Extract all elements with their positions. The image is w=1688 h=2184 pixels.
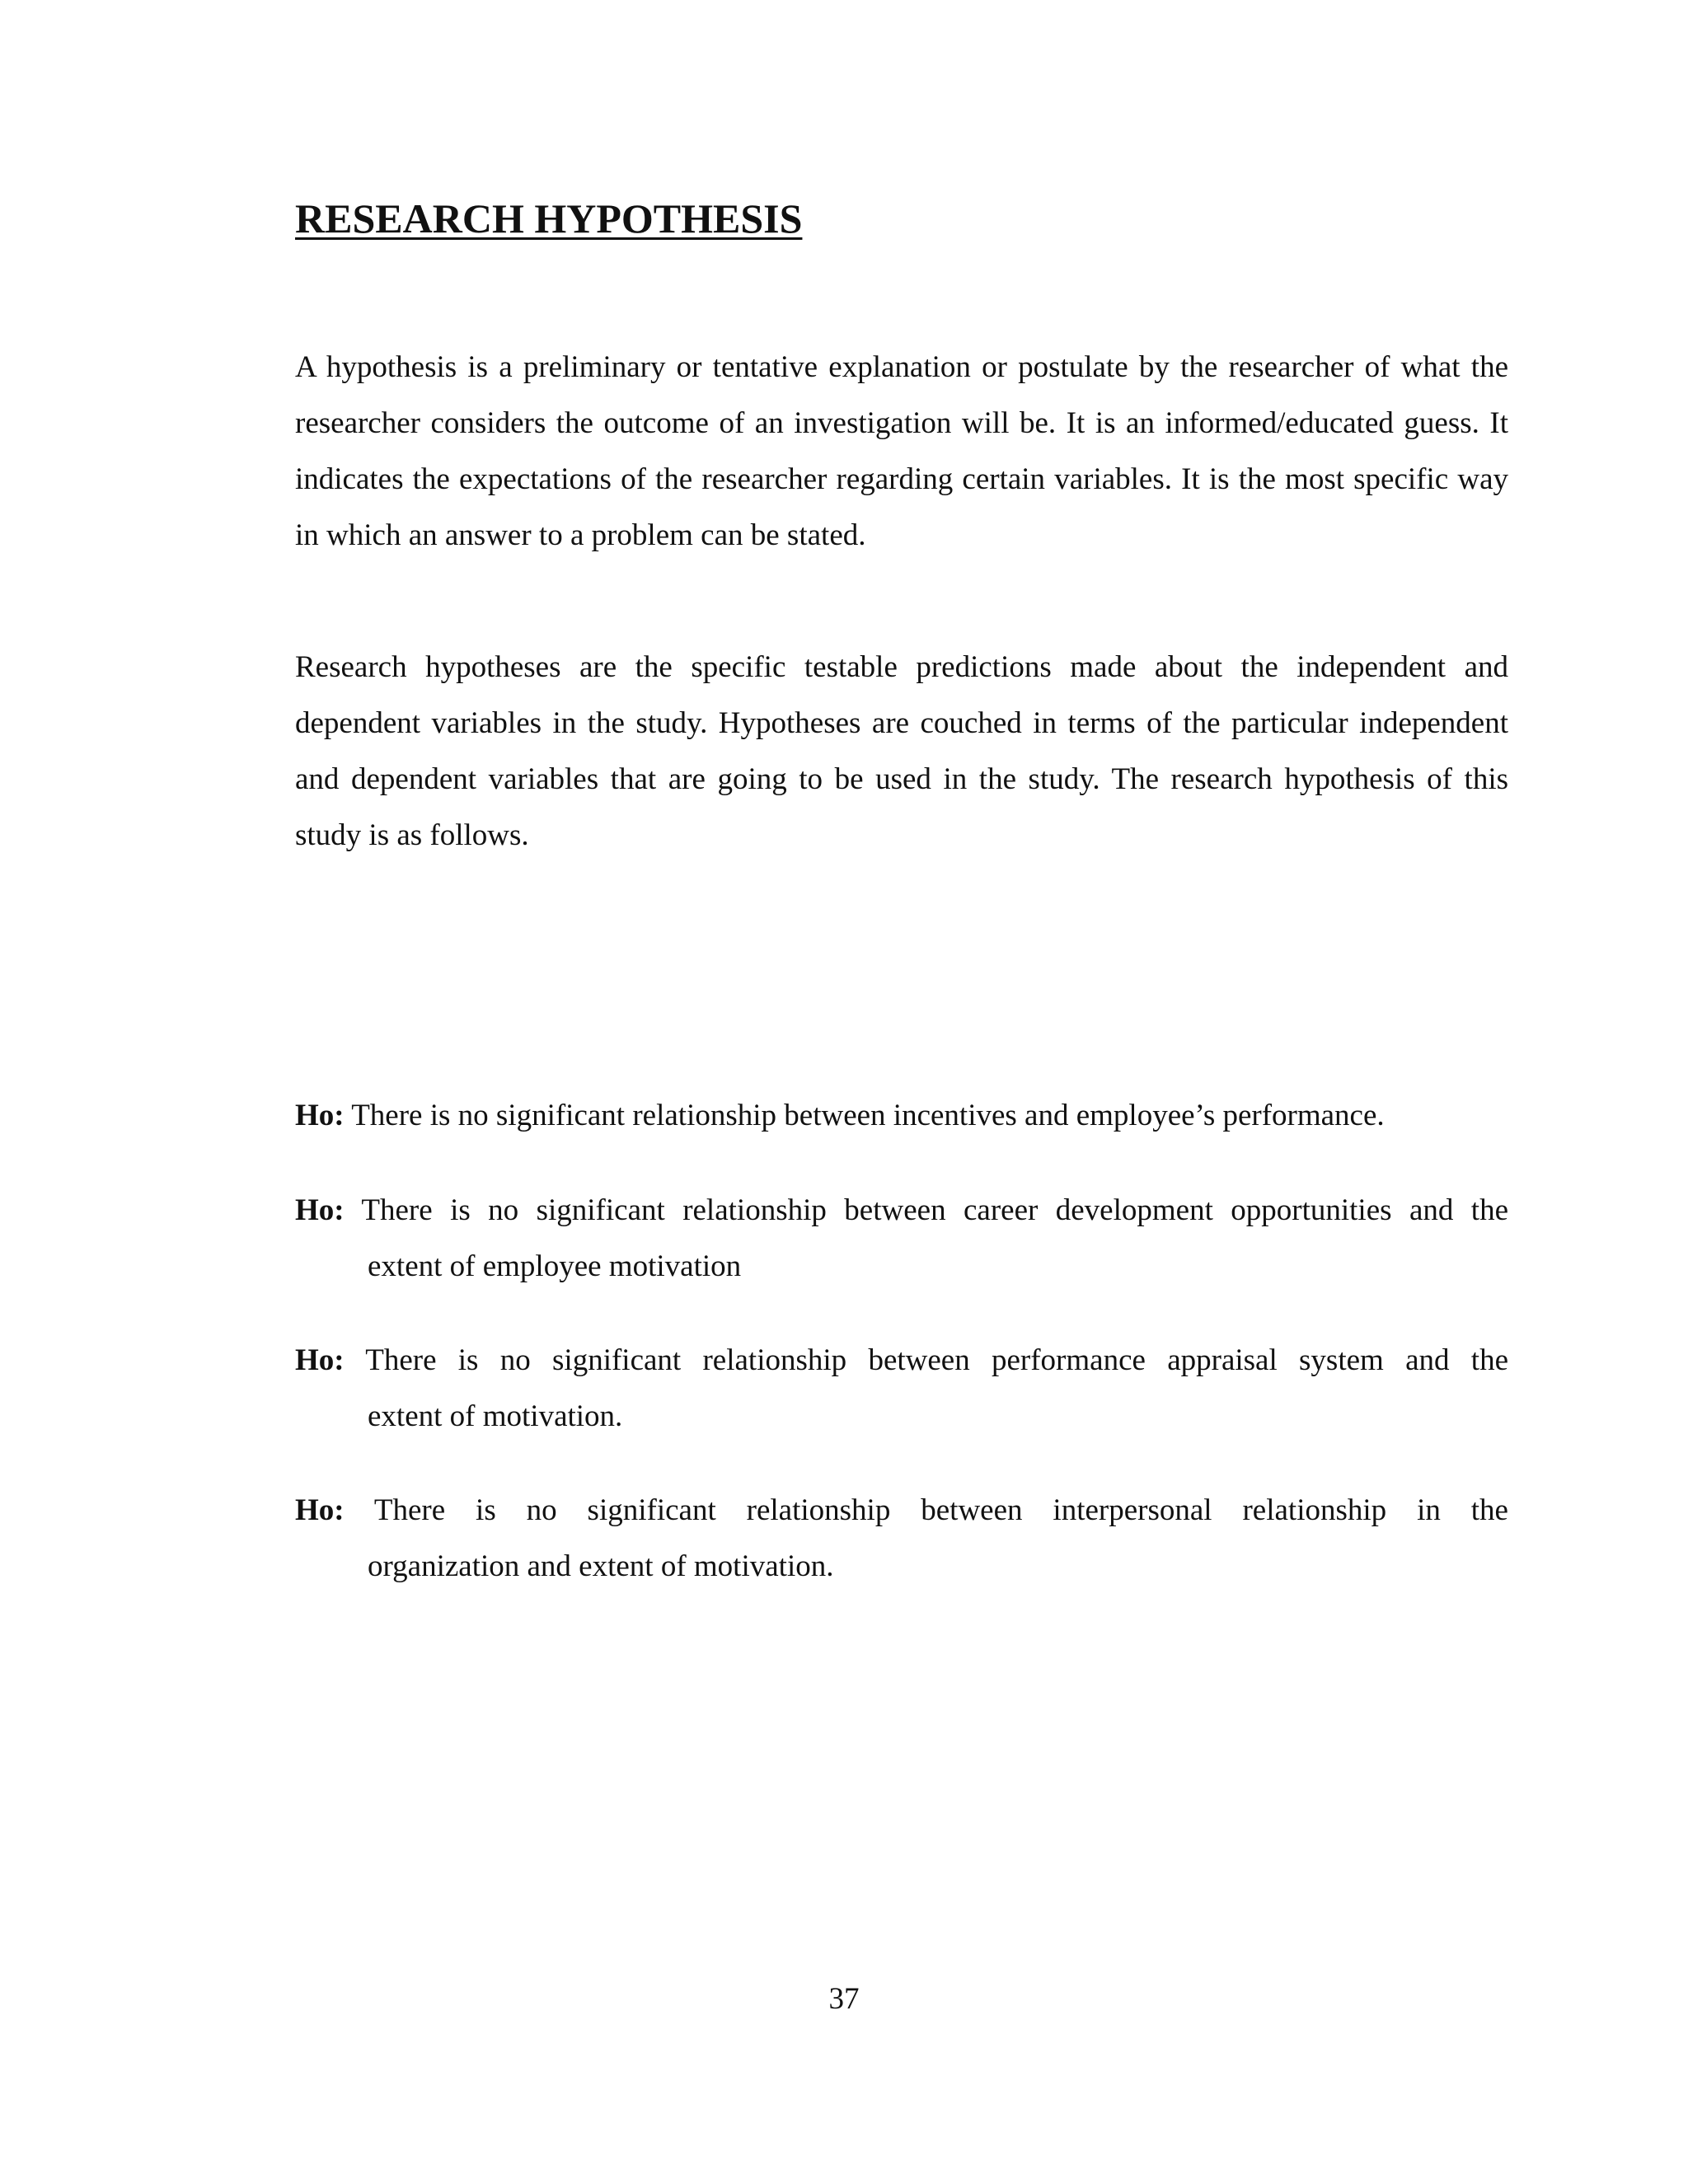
research-hypotheses-paragraph: Research hypotheses are the specific testable predictions made about the independent and dependent variables in the study. Hypotheses are couched in terms of the particular independent and dependent variables that are going to be used in the study. The research hypothesis of this study is as follows. [295, 650, 1508, 852]
hypothesis-text: There is no significant relationship between performance appraisal system and the [365, 1343, 1508, 1377]
hypothesis-label: Ho: [295, 1099, 345, 1132]
hypothesis-first-line [295, 1088, 1508, 1144]
hypothesis-first-line [295, 1183, 1508, 1239]
hypothesis-continuation: extent of motivation. [368, 1399, 623, 1433]
intro-paragraph: A hypothesis is a preliminary or tentative explanation or postulate by the researcher of what the researcher considers the outcome of an investigation will be. It is an informed/educated guess. It indicates the expectations of the researcher regarding certain variables. It is the most specific way in which an answer to a problem can be stated. [295, 350, 1508, 552]
page-number: 37 [828, 1982, 860, 2016]
hypothesis-text: There is no significant relationship between career development opportunities and the [361, 1193, 1508, 1227]
hypothesis-item [295, 1483, 1508, 1595]
hypothesis-text: There is no significant relationship between interpersonal relationship in the [373, 1493, 1508, 1527]
hypothesis-first-line [295, 1483, 1508, 1539]
hypothesis-first-line [295, 1333, 1508, 1389]
hypothesis-continuation: extent of employee motivation [368, 1249, 742, 1283]
hypothesis-label: Ho: [295, 1493, 345, 1527]
hypothesis-text: There is no significant relationship between incentives and employee’s performance. [351, 1099, 1385, 1132]
hypothesis-item [295, 1183, 1508, 1295]
hypothesis-label: Ho: [295, 1193, 345, 1227]
hypothesis-label: Ho: [295, 1343, 345, 1377]
hypothesis-continuation: organization and extent of motivation. [368, 1549, 834, 1583]
hypothesis-item [295, 1088, 1508, 1144]
page-title: RESEARCH HYPOTHESIS [295, 195, 803, 241]
hypothesis-item [295, 1333, 1508, 1445]
